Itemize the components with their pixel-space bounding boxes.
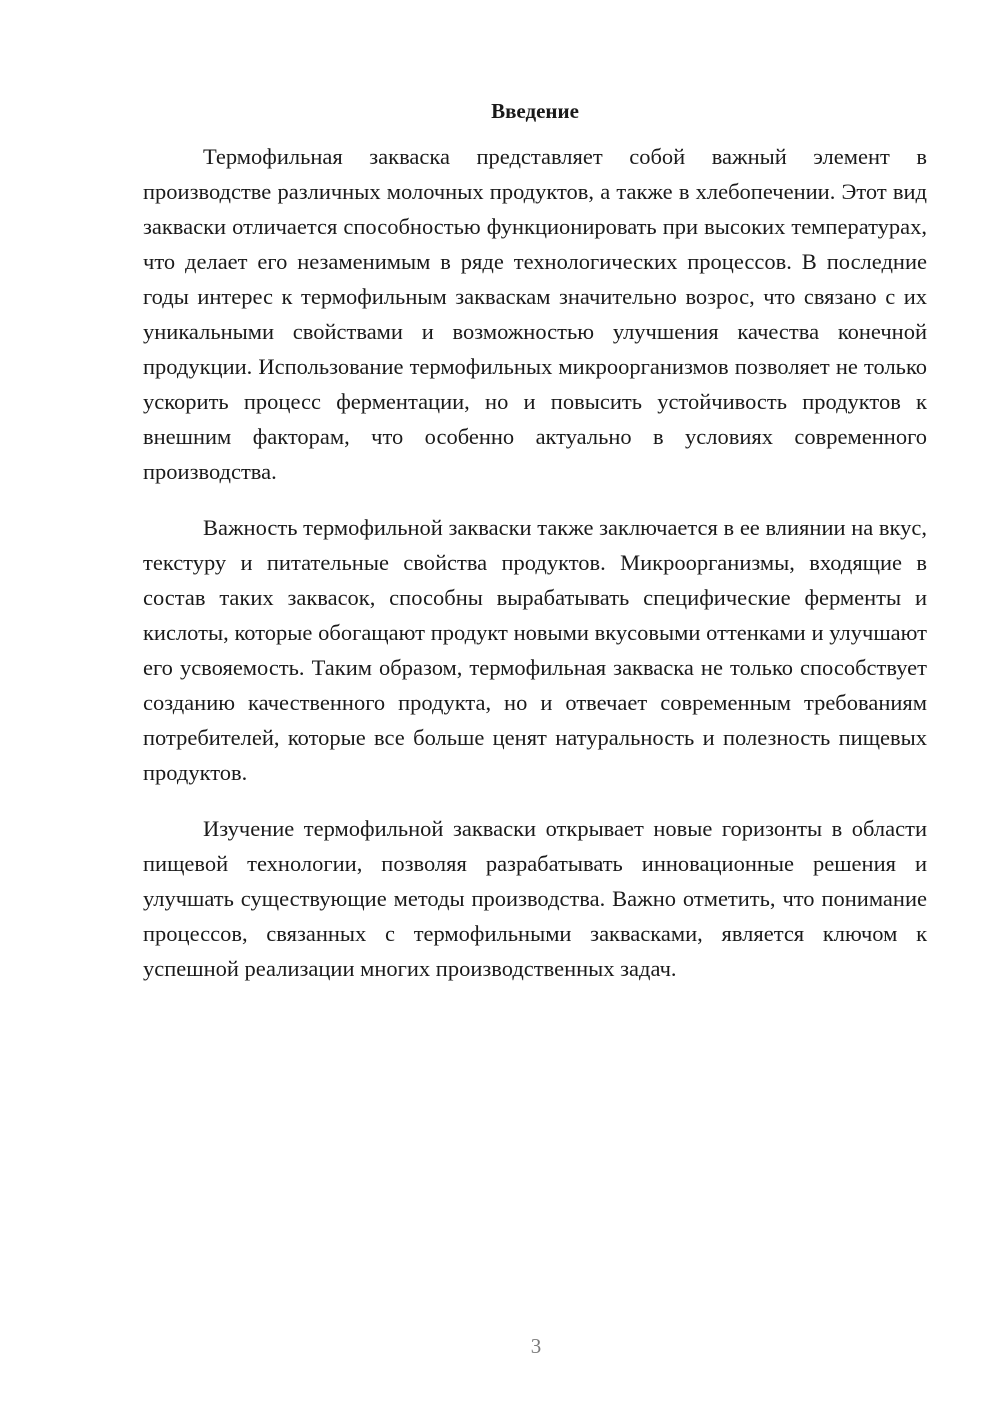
paragraph-2: Важность термофильной закваски также заключается в ее влиянии на вкус, текстуру и питательные свойства продуктов. Микроорганизмы, входящие в состав таких заквасок, способны вырабатывать специфические ферменты и кислоты, которые обогащают продукт новыми вкусовыми оттенками и улучшают его усвояемость. Таким образом, термофильная закваска не только способствует созданию качественного продукта, но и отвечает современным требованиям потребителей, которые все больше ценят натуральность и полезность пищевых продуктов.	[143, 515, 927, 785]
paragraph-3: Изучение термофильной закваски открывает новые горизонты в области пищевой технологии, позволяя разрабатывать инновационные решения и улучшать существующие методы производства. Важно отметить, что понимание процессов, связанных с термофильными заквасками, является ключом к успешной реализации многих производственных задач.	[143, 816, 927, 981]
section-title: Введение	[491, 99, 579, 123]
document-page	[143, 96, 927, 986]
page-number: 3	[530, 1334, 542, 1358]
paragraph-1: Термофильная закваска представляет собой важный элемент в производстве различных молочных продуктов, а также в хлебопечении. Этот вид закваски отличается способностью функционировать при высоких температурах, что делает его незаменимым в ряде технологических процессов. В последние годы интерес к термофильным заквaскам значительно возрос, что связано с их уникальными свойствами и возможностью улучшения качества конечной продукции. Использование термофильных микроорганизмов позволяет не только ускорить процесс ферментации, но и повысить устойчивость продуктов к внешним факторам, что особенно актуально в условиях современного производства.	[143, 144, 927, 484]
